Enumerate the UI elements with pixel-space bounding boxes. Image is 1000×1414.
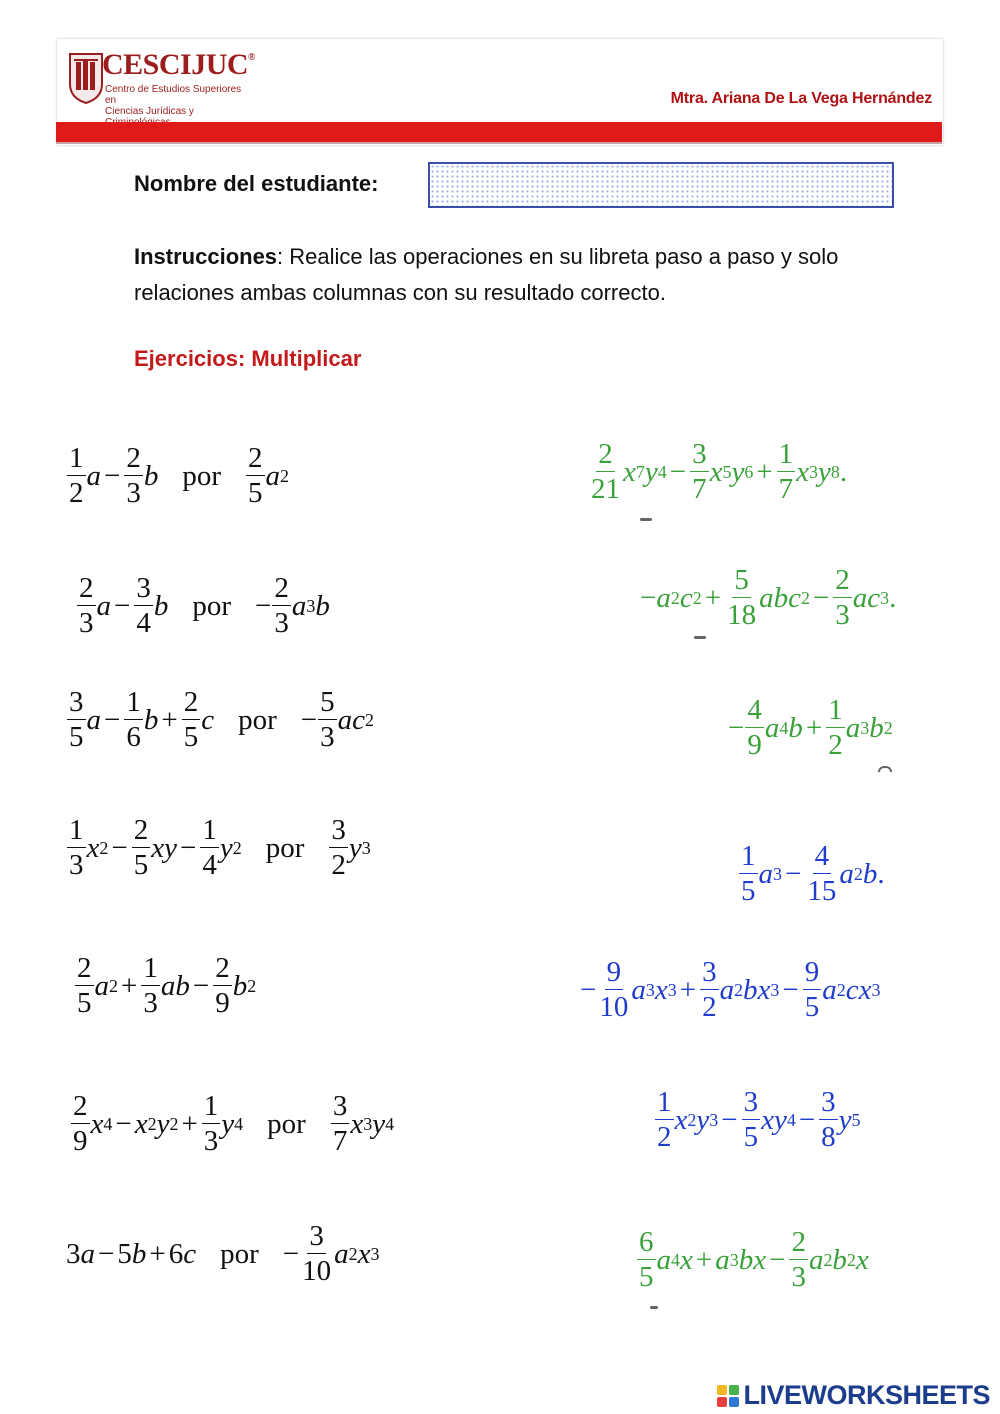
header-divider — [56, 142, 942, 144]
exercise-6: $\frac{2}{9}$ x 4 − x 2 y 2 + $\frac{1}{3}$ y 4 por $\frac{3}{7}$ x 3 y 4 — [73, 1090, 395, 1157]
liveworksheets-brand: LIVEWORKSHEETS — [743, 1380, 990, 1410]
answer-6: $\frac{1}{2}$ x 2 y 3 − $\frac{3}{5}$ xy 4 − $\frac{3}{8}$ y 5 — [657, 1086, 861, 1153]
section-title: Ejercicios: Multiplicar — [134, 346, 362, 371]
student-name-label: Nombre del estudiante: — [134, 171, 379, 196]
exercise-2: $\frac{2}{3}$ a − $\frac{3}{4}$ b por − $\frac{2}{3}$ a 3 b — [79, 572, 330, 639]
answer-5: − $\frac{9}{10}$ a 3 x 3 + $\frac{3}{2}$ a 2 bx 3 − $\frac{9}{5}$ a 2 cx 3 — [580, 956, 881, 1023]
instructions-label: Instrucciones — [134, 244, 278, 269]
student-name-input[interactable] — [428, 162, 894, 208]
exercise-1: $\frac{1}{2}$ a − $\frac{2}{3}$ b por $\frac{2}{5}$ a 2 — [69, 442, 290, 509]
connector-dot-3[interactable] — [878, 766, 892, 772]
crest-icon — [68, 50, 104, 104]
answer-1: $\frac{2}{21}$ x 7 y 4 − $\frac{3}{7}$ x 5 y 6 + $\frac{1}{7}$ x 3 y 8 . — [591, 438, 848, 505]
liveworksheets-icon — [717, 1385, 739, 1407]
connector-dot-7[interactable] — [650, 1306, 658, 1309]
answer-4: $\frac{1}{5}$ a 3 − $\frac{4}{15}$ a 2 b . — [741, 840, 885, 907]
answer-3: − $\frac{4}{9}$ a 4 b + $\frac{1}{2}$ a 3 b 2 — [728, 694, 893, 761]
logo-subtitle: Centro de Estudios Superiores en Ciencias Jurídicas y — [105, 84, 242, 117]
header-red-bar — [56, 122, 942, 142]
cesscijuc-logo — [68, 48, 256, 117]
answer-7: $\frac{6}{5}$ a 4 x + a 3 bx − $\frac{2}{3}$ a 2 b 2 x — [639, 1226, 869, 1293]
teacher-name: Mtra. Ariana De La Vega Hernández — [670, 90, 932, 107]
exercise-5: $\frac{2}{5}$ a 2 + $\frac{1}{3}$ ab − $\frac{2}{9}$ b 2 — [77, 952, 257, 1019]
exercise-3: $\frac{3}{5}$ a − $\frac{1}{6}$ b + $\frac{2}{5}$ c por − $\frac{5}{3}$ ac 2 — [69, 686, 374, 753]
exercise-7: 3 a − 5 b + 6 c por − $\frac{3}{10}$ a 2 x 3 — [66, 1220, 380, 1287]
connector-dot-2[interactable] — [694, 636, 706, 639]
answer-2: − a 2 c 2 + $\frac{5}{18}$ abc 2 − $\frac{2}{3}$ ac 3 . — [640, 564, 897, 631]
instructions-text: : Realice las operaciones en su libreta paso a paso y solo relaciones ambas columnas con su resultado correcto. — [134, 244, 839, 305]
instructions — [134, 239, 894, 311]
liveworksheets-logo — [717, 1380, 990, 1411]
connector-dot-1[interactable] — [640, 518, 652, 521]
exercise-4: $\frac{1}{3}$ x 2 − $\frac{2}{5}$ xy − $\frac{1}{4}$ y 2 por $\frac{3}{2}$ y 3 — [69, 814, 371, 881]
logo-name: CESCIJUC® — [102, 48, 256, 81]
